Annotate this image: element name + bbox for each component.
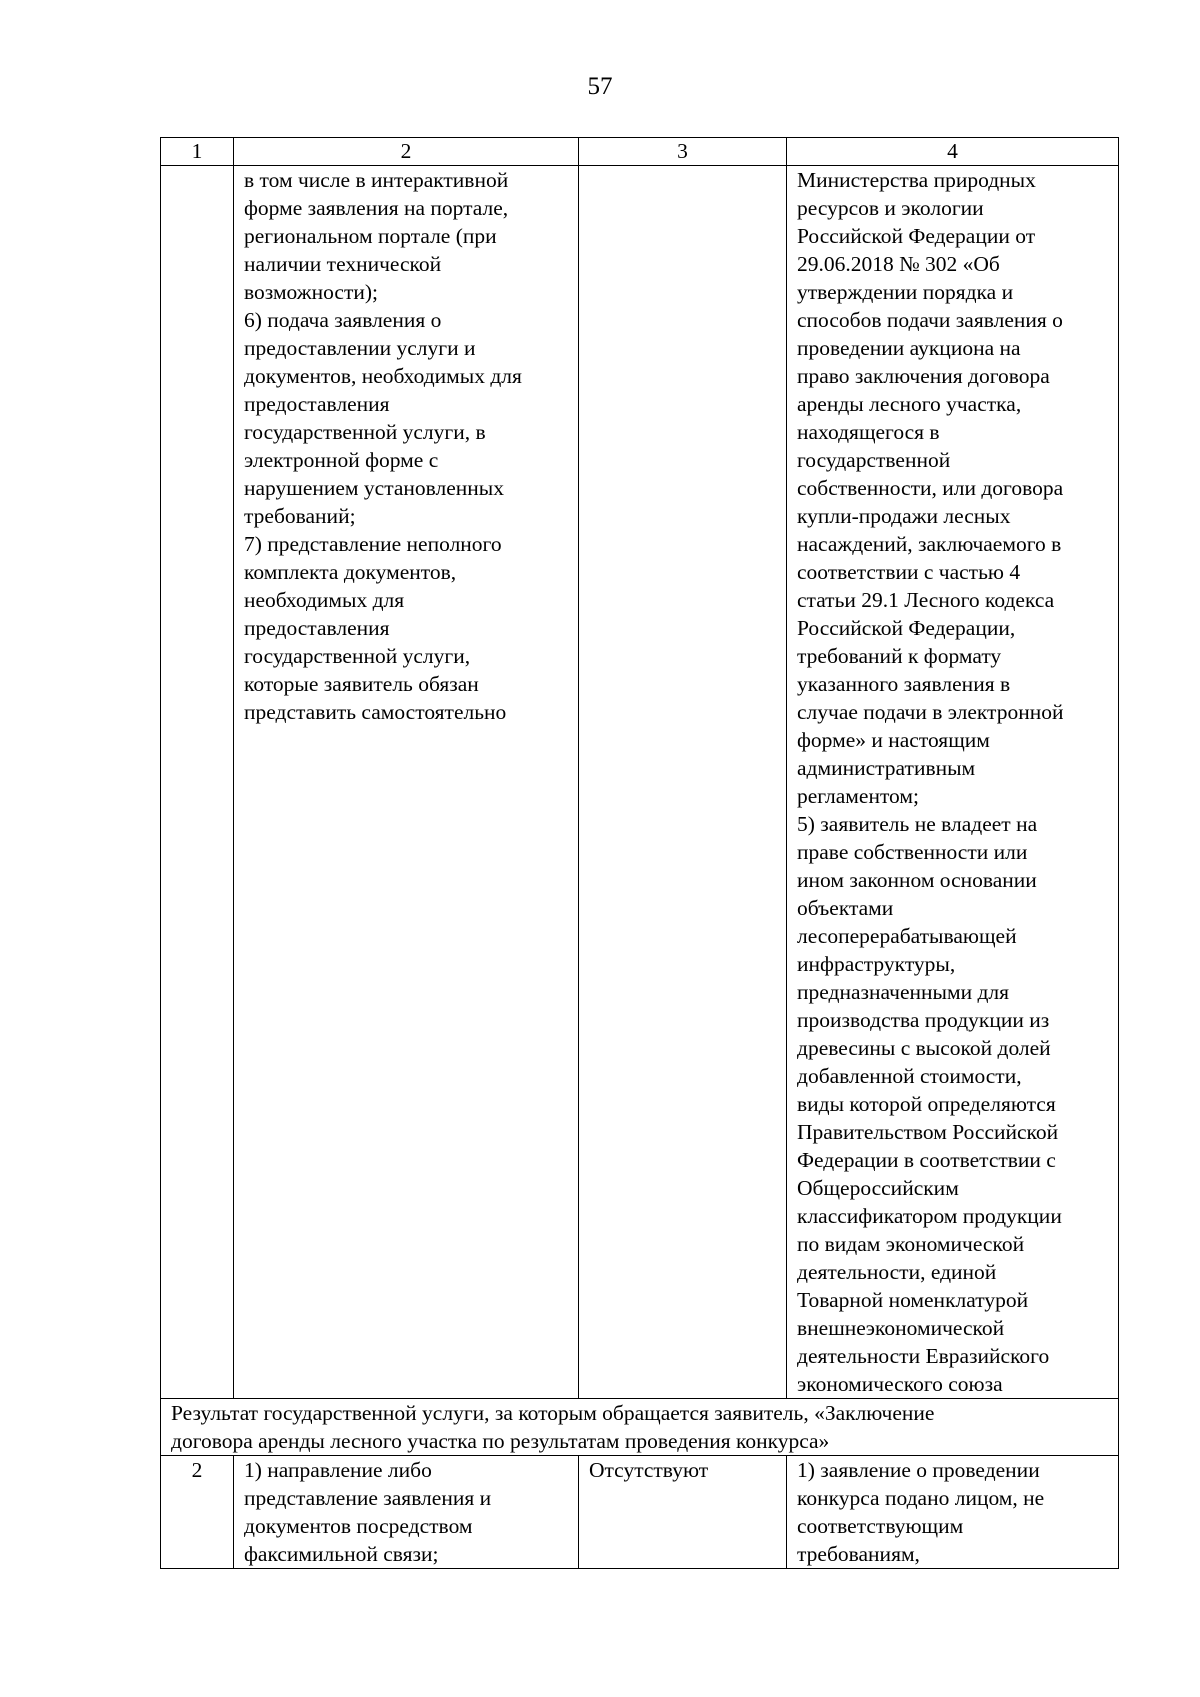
empty-cell [579,166,787,1399]
header-cell-4: 4 [787,138,1119,166]
header-cell-2: 2 [234,138,579,166]
table-header-row [161,138,1119,166]
legal-basis-cell: 1) заявление о проведении конкурса подано лицом, не соответствующим требованиям, [787,1456,1119,1569]
page-number: 57 [587,73,613,100]
table-row [161,1456,1119,1569]
legal-basis-cell: Министерства природных ресурсов и экологии Российской Федерации от 29.06.2018 № 302 «Об утверждении порядка и способов подачи заявления о проведении аукциона на право заключения договора аренды лесного участка, находящегося в государственной собственности, или договора купли-продажи лесных насаждений, заключаемого в соответствии с частью 4 статьи 29.1 Лесного кодекса Российской Федерации, требований к формату указанного заявления в случае подачи в электронной форме» и настоящим административным регламентом; 5) заявитель не владеет на праве собственности или ином законном основании объектами лесоперерабатывающей инфраструктуры, предназначенными для производства продукции из древесины с высокой долей добавленной стоимости, виды которой определяются Правительством Российской Федерации в соответствии с Общероссийским классификатором продукции по видам экономической деятельности, единой Товарной номенклатурой внешнеэкономической деятельности Евразийского экономического союза [787,166,1119,1399]
header-cell-1: 1 [161,138,234,166]
refusal-grounds-cell: 1) направление либо представление заявления и документов посредством факсимильной связи; [234,1456,579,1569]
result-section-title: Результат государственной услуги, за которым обращается заявитель, «Заключение договора аренды лесного участка по результатам проведения конкурса» [161,1399,1119,1456]
header-cell-3: 3 [579,138,787,166]
row-number-cell: 2 [161,1456,234,1569]
result-section-row [161,1399,1119,1456]
refusal-grounds-cell: в том числе в интерактивной форме заявления на портале, региональном портале (при наличии технической возможности); 6) подача заявления о предоставлении услуги и документов, необходимых для предоставления государственной услуги, в электронной форме с нарушением установленных требований; 7) представление неполного комплекта документов, необходимых для предоставления государственной услуги, которые заявитель обязан представить самостоятельно [234,166,579,1399]
table-row [161,166,1119,1399]
document-table [160,137,1119,1569]
row-number-cell [161,166,234,1399]
status-cell: Отсутствуют [579,1456,787,1569]
